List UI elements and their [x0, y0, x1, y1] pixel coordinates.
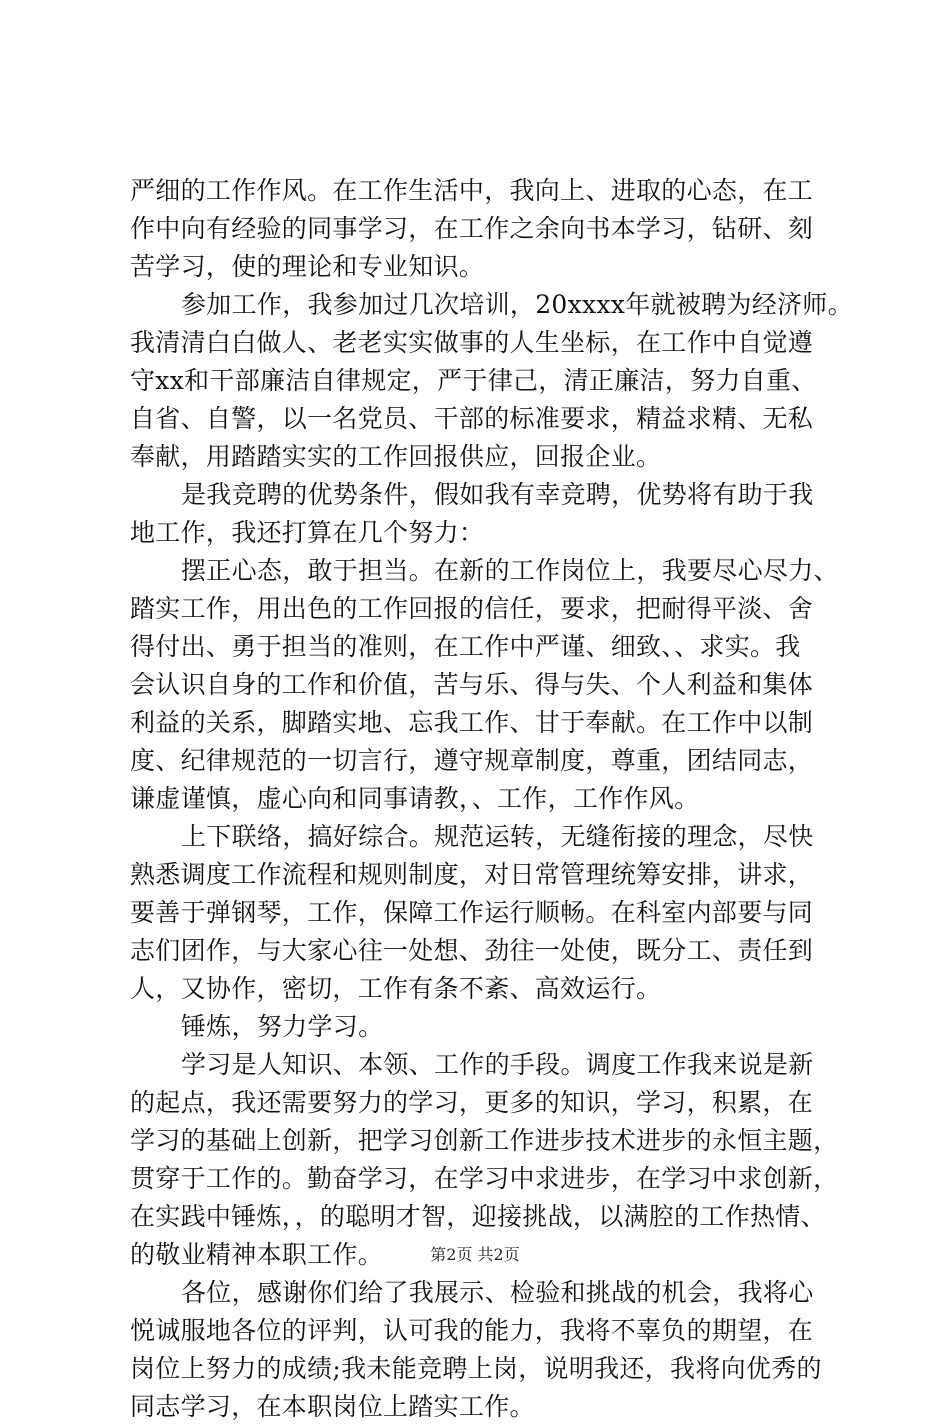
text-line: 自省、自警，以一名党员、干部的标准要求，精益求精、无私: [130, 404, 814, 433]
text-line: 会认识自身的工作和价值，苦与乐、得与失、个人利益和集体: [130, 670, 814, 699]
text-line: 踏实工作，用出色的工作回报的信任，要求，把耐得平淡、舍: [130, 594, 814, 623]
text-line: 作中向有经验的同事学习，在工作之余向书本学习，钻研、刻: [130, 214, 814, 243]
text-line: 是我竞聘的优势条件，假如我有幸竞聘，优势将有助于我: [181, 480, 814, 509]
text-line: 在实践中锤炼，，的聪明才智，迎接挑战，以满腔的工作热情、: [130, 1202, 826, 1231]
text-line: 学习是人知识、本领、工作的手段。调度工作我来说是新: [181, 1050, 814, 1079]
page-footer: 第2页 共2页: [430, 1245, 520, 1264]
text-line: 学习的基础上创新，把学习创新工作进步技术进步的永恒主题，: [130, 1126, 839, 1155]
text-line: 参加工作，我参加过几次培训，20xxxx年就被聘为经济师。: [181, 290, 853, 319]
text-line: 守xx和干部廉洁自律规定，严于律己，清正廉洁，努力自重、: [130, 366, 817, 395]
text-line: 谦虚谨慎，虚心向和同事请教，、工作，工作作风。: [130, 784, 700, 813]
text-line: 摆正心态，敢于担当。在新的工作岗位上，我要尽心尽力、: [181, 556, 839, 585]
text-line: 悦诚服地各位的评判，认可我的能力，我将不辜负的期望，在: [130, 1316, 814, 1345]
text-line: 熟悉调度工作流程和规则制度，对日常管理统筹安排，讲求，: [130, 860, 814, 889]
text-line: 奉献，用踏踏实实的工作回报供应，回报企业。: [130, 442, 662, 471]
text-line: 各位，感谢你们给了我展示、检验和挑战的机会，我将心: [181, 1278, 814, 1307]
text-line: 志们团作，与大家心往一处想、劲往一处使，既分工、责任到: [130, 936, 814, 965]
text-line: 贯穿于工作的。勤奋学习，在学习中求进步，在学习中求创新，: [130, 1164, 839, 1193]
text-line: 的敬业精神本职工作。: [130, 1240, 384, 1269]
document-body: [130, 172, 853, 1426]
text-line: 锤炼，努力学习。: [181, 1012, 384, 1041]
text-line: 严细的工作作风。在工作生活中，我向上、进取的心态，在工: [130, 176, 814, 205]
text-line: 上下联络，搞好综合。规范运转，无缝衔接的理念，尽快: [181, 822, 814, 851]
text-line: 人，又协作，密切，工作有条不紊、高效运行。: [130, 974, 662, 1003]
text-line: 苦学习，使的理论和专业知识。: [130, 252, 485, 281]
text-line: 要善于弹钢琴，工作，保障工作运行顺畅。在科室内部要与同: [130, 898, 814, 927]
text-line: 的起点，我还需要努力的学习，更多的知识，学习，积累，在: [130, 1088, 814, 1117]
text-line: 利益的关系，脚踏实地、忘我工作、甘于奉献。在工作中以制: [130, 708, 814, 737]
text-line: 度、纪律规范的一切言行，遵守规章制度，尊重，团结同志，: [130, 746, 814, 775]
text-line: 得付出、勇于担当的准则，在工作中严谨、细致、、求实。我: [130, 632, 801, 661]
text-line: 地工作，我还打算在几个努力：: [130, 518, 485, 547]
text-line: 我清清白白做人、老老实实做事的人生坐标，在工作中自觉遵: [130, 328, 814, 357]
text-line: 岗位上努力的成绩;我未能竞聘上岗，说明我还，我将向优秀的: [130, 1354, 822, 1383]
text-line: 同志学习，在本职岗位上踏实工作。: [130, 1392, 535, 1421]
